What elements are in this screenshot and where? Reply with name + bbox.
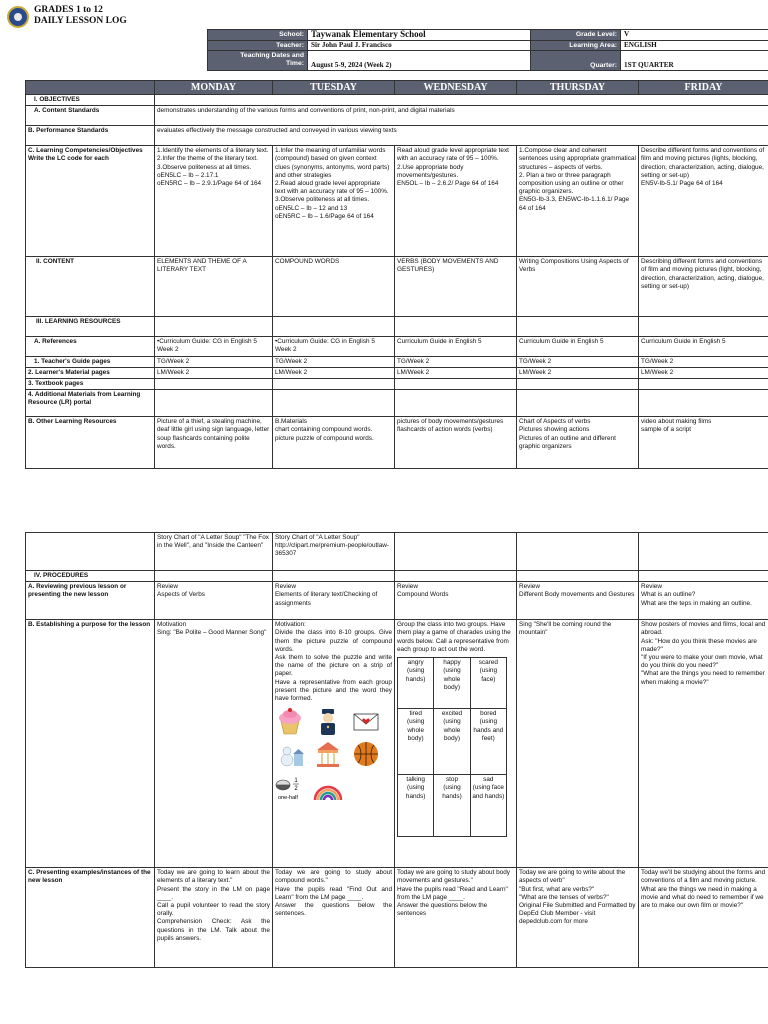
performance-standards-label: B. Performance Standards bbox=[26, 126, 155, 146]
teacher-label: Teacher: bbox=[208, 40, 308, 51]
charade-happy: happy (using whole body) bbox=[434, 658, 470, 709]
other-cont-wednesday bbox=[395, 533, 517, 571]
carousel-picture-icon bbox=[313, 740, 343, 768]
review-tuesday: Review Elements of literary text/Checking of assignments bbox=[273, 582, 395, 620]
presenting-monday: Today we are going to learn about the elements of a literary text." Present the story in the LM on page ____. Call a pupil volunteer to read the story orally. Comprehension Check: Ask the questions in the LM. Talk about the pupils answers. bbox=[155, 868, 273, 968]
proc-thu bbox=[517, 571, 639, 582]
performance-standards: evaluates effectively the message constructed and conveyed in various viewing texts bbox=[155, 126, 768, 146]
resources-empty-wed bbox=[395, 317, 517, 337]
competency-thursday: 1.Compose clear and coherent sentences using appropriate grammatical structures – aspects of verbs. 2. Plan a two or three paragraph composition using an outline or other graphic organizers. EN5G-Ib-3.3, EN5WC-Ib-1.1.6.1/ Page 64 of 164 bbox=[517, 146, 639, 257]
references-tuesday: •Curriculum Guide: CG in English 5 Week 2 bbox=[273, 337, 395, 356]
proc-fri bbox=[639, 571, 768, 582]
other-monday: Picture of a thief, a stealing machine, deaf little girl using sign language, letter soup flashcards containing polite words. bbox=[155, 417, 273, 469]
am-wed bbox=[395, 390, 517, 417]
am-thu bbox=[517, 390, 639, 417]
additional-materials-label: 4. Additional Materials from Learning Resource (LR) portal bbox=[26, 390, 155, 417]
am-fri bbox=[639, 390, 768, 417]
purpose-label: B. Establishing a purpose for the lesson bbox=[26, 620, 155, 868]
charade-bored: bored (using hands and feet) bbox=[470, 709, 506, 775]
envelope-heart-picture-icon bbox=[351, 707, 381, 735]
reviewing-label: A. Reviewing previous lesson or presenting the new lesson bbox=[26, 582, 155, 620]
content-wednesday: VERBS (BODY MOVEMENTS AND GESTURES) bbox=[395, 257, 517, 317]
dates-label-line-2: Time: bbox=[285, 59, 304, 67]
objectives-empty bbox=[155, 95, 768, 106]
content-standards: demonstrates understanding of the various forms and conventions of print, non-print, and digital materials bbox=[155, 106, 768, 126]
other-friday: video about making films sample of a script bbox=[639, 417, 768, 469]
references-monday: •Curriculum Guide: CG in English 5 Week 2 bbox=[155, 337, 273, 356]
lm-thursday: LM/Week 2 bbox=[517, 367, 639, 378]
one-half-picture-icon bbox=[275, 773, 305, 801]
content-tuesday: COMPOUND WORDS bbox=[273, 257, 395, 317]
school-label: School: bbox=[208, 30, 308, 41]
am-tue bbox=[273, 390, 395, 417]
proc-wed bbox=[395, 571, 517, 582]
purpose-tuesday bbox=[273, 620, 395, 868]
tg-tuesday: TG/Week 2 bbox=[273, 356, 395, 367]
other-resources-label: B. Other Learning Resources bbox=[26, 417, 155, 469]
references-label: A. References bbox=[26, 337, 155, 356]
tg-wednesday: TG/Week 2 bbox=[395, 356, 517, 367]
tg-thursday: TG/Week 2 bbox=[517, 356, 639, 367]
references-thursday: Curriculum Guide in English 5 bbox=[517, 337, 639, 356]
tb-mon bbox=[155, 379, 273, 390]
day-wednesday: WEDNESDAY bbox=[395, 81, 517, 95]
teachers-guide-label: 1. Teacher's Guide pages bbox=[26, 356, 155, 367]
tg-monday: TG/Week 2 bbox=[155, 356, 273, 367]
resources-empty-mon bbox=[155, 317, 273, 337]
policeman-picture-icon bbox=[313, 707, 343, 735]
day-thursday: THURSDAY bbox=[517, 81, 639, 95]
purpose-tuesday-text: Motivation: Divide the class into 8-10 groups. Give them the picture puzzle of compound words. Ask them to solve the puzzle and write the name of the picture on a strip of paper. Have a representative from each group present the picture and the word they have formed. bbox=[275, 621, 392, 703]
title-line-1: GRADES 1 to 12 bbox=[34, 5, 103, 15]
day-tuesday: TUESDAY bbox=[273, 81, 395, 95]
learning-resources-label: III. LEARNING RESOURCES bbox=[26, 317, 155, 337]
teacher-name: Sir John Paul J. Francisco bbox=[308, 40, 531, 51]
presenting-wednesday: Today we are going to study about body movements and gestures." Have the pupils read "Read and Learn" from the LM page ____. Answer the questions below the sentences bbox=[395, 868, 517, 968]
grade-level-label: Grade Level: bbox=[531, 30, 621, 41]
charade-angry: angry (using hands) bbox=[398, 658, 434, 709]
purpose-monday: Motivation Sing: "Be Polite – Good Manner Song" bbox=[155, 620, 273, 868]
tb-tue bbox=[273, 379, 395, 390]
basketball-picture-icon bbox=[351, 740, 381, 768]
content-thursday: Writing Compositions Using Aspects of Verbs bbox=[517, 257, 639, 317]
charade-scared: scared (using face) bbox=[470, 658, 506, 709]
charade-stop: stop (using hands) bbox=[434, 775, 470, 837]
tb-fri bbox=[639, 379, 768, 390]
lm-friday: LM/Week 2 bbox=[639, 367, 768, 378]
presenting-thursday: Today we are going to write about the aspects of verb" "But first, what are verbs?" "What are the tenses of verbs?" Original File Submitted and Formatted by DepEd Club Member - visit depedclub.com for more bbox=[517, 868, 639, 968]
other-cont-tuesday: Story Chart of "A Letter Soup" http://clipart.me/premium-people/outlaw-365307 bbox=[273, 533, 395, 571]
cupcake-picture-icon bbox=[275, 707, 305, 735]
quarter-label: Quarter: bbox=[531, 51, 621, 71]
competency-monday: 1.Identify the elements of a literary text. 2.Infer the theme of the literary text. 3.Observe politeness at all times. oEN5LC – Ib – 2.17.1 oEN5RC – Ib – 2.9.1/Page 64 of 164 bbox=[155, 146, 273, 257]
one-half-caption: one-half bbox=[278, 795, 298, 802]
learning-area-label: Learning Area: bbox=[531, 40, 621, 51]
review-monday: Review Aspects of Verbs bbox=[155, 582, 273, 620]
compound-word-pictures bbox=[275, 707, 385, 801]
snowman-house-picture-icon bbox=[275, 740, 305, 768]
purpose-wednesday-text: Group the class into two groups. Have them play a game of charades using the words below. Call a representative from each group to act out the word. bbox=[397, 621, 511, 653]
presenting-tuesday: Today we are going to study about compound words." Have the pupils read "Find Out and Learn" from the LM page ____. Answer the questions below the sentences. bbox=[273, 868, 395, 968]
svg-text:1: 1 bbox=[294, 778, 298, 785]
objectives-heading: I. OBJECTIVES bbox=[26, 95, 155, 106]
content-friday: Describing different forms and conventions of film and moving pictures (light, blocking, direction, characterization, acting, dialogue, setting or set-up) bbox=[639, 257, 768, 317]
learning-area: ENGLISH bbox=[621, 40, 768, 51]
form-title bbox=[34, 5, 127, 27]
resources-empty-thu bbox=[517, 317, 639, 337]
header-info bbox=[207, 29, 768, 71]
other-cont-friday bbox=[639, 533, 768, 571]
teaching-dates: August 5-9, 2024 (Week 2) bbox=[308, 51, 531, 71]
presenting-label: C. Presenting examples/instances of the new lesson bbox=[26, 868, 155, 968]
lm-wednesday: LM/Week 2 bbox=[395, 367, 517, 378]
charade-talking: talking (using hands) bbox=[398, 775, 434, 837]
lesson-log-table-1 bbox=[25, 80, 768, 469]
tb-wed bbox=[395, 379, 517, 390]
references-friday: Curriculum Guide in English 5 bbox=[639, 337, 768, 356]
competencies-label: C. Learning Competencies/Objectives Write the LC code for each bbox=[26, 146, 155, 257]
other-wednesday: pictures of body movements/gestures flashcards of action words (verbs) bbox=[395, 417, 517, 469]
content-standards-label: A. Content Standards bbox=[26, 106, 155, 126]
rainbow-picture-icon bbox=[313, 773, 343, 801]
tg-friday: TG/Week 2 bbox=[639, 356, 768, 367]
content-label: II. CONTENT bbox=[26, 257, 155, 317]
other-thursday: Chart of Aspects of verbs Pictures showing actions Pictures of an outline and different graphic organizers bbox=[517, 417, 639, 469]
svg-text:2: 2 bbox=[294, 786, 298, 793]
lesson-log-table-2 bbox=[25, 532, 768, 968]
charades-table bbox=[397, 657, 507, 837]
resources-empty-tue bbox=[273, 317, 395, 337]
textbook-label: 3. Textbook pages bbox=[26, 379, 155, 390]
day-monday: MONDAY bbox=[155, 81, 273, 95]
grade-level: V bbox=[621, 30, 768, 41]
purpose-thursday: Sing "She'll be coming round the mountain" bbox=[517, 620, 639, 868]
dates-label bbox=[208, 51, 308, 71]
days-corner bbox=[26, 81, 155, 95]
lm-monday: LM/Week 2 bbox=[155, 367, 273, 378]
charade-excited: excited (using whole body) bbox=[434, 709, 470, 775]
quarter: 1ST QUARTER bbox=[621, 51, 768, 71]
title-line-2: DAILY LESSON LOG bbox=[34, 16, 127, 26]
tb-thu bbox=[517, 379, 639, 390]
other-cont-monday: Story Chart of "A Letter Soup" "The Fox in the Well", and "Inside the Canteen" bbox=[155, 533, 273, 571]
review-wednesday: Review Compound Words bbox=[395, 582, 517, 620]
learners-material-label: 2. Learner's Material pages bbox=[26, 367, 155, 378]
charade-sad: sad (using face and hands) bbox=[470, 775, 506, 837]
competency-tuesday: 1.Infer the meaning of unfamiliar words (compound) based on given context clues (synonyms, antonyms, word parts) and other strategies 2.Read aloud grade level appropriate text with an accuracy rate of 95 – 100%. 3.Observe politeness at all times. oEN5LC – Ib – 12 and 13 oEN5RC – Ib – 1.6/Page 64 of 164 bbox=[273, 146, 395, 257]
competency-wednesday: Read aloud grade level appropriate text with an accuracy rate of 95 – 100%. 2.Use appropriate body movements/gestures. EN5OL – Ib – 2.6.2/ Page 64 of 164 bbox=[395, 146, 517, 257]
competency-friday: Describe different forms and conventions of film and moving pictures (lights, blocking, direction, characterization, acting, dialogue, setting or set-up) EN5V-Ib-5.1/ Page 64 of 164 bbox=[639, 146, 768, 257]
references-wednesday: Curriculum Guide in English 5 bbox=[395, 337, 517, 356]
lm-tuesday: LM/Week 2 bbox=[273, 367, 395, 378]
presenting-friday: Today we'll be studying about the forms and conventions of a film and moving picture. What are the things we need in making a movie and what do need to remember if we are to make our own film or movie?" bbox=[639, 868, 768, 968]
deped-seal-logo bbox=[7, 6, 29, 28]
purpose-friday: Show posters of movies and films, local and abroad. Ask: "How do you think these movies are made?" "If you were to make your own movie, what do you think do you need?" "What are the things you need to remember when making a movie?" bbox=[639, 620, 768, 868]
charade-tired: tired (using whole body) bbox=[398, 709, 434, 775]
other-cont-thursday bbox=[517, 533, 639, 571]
am-mon bbox=[155, 390, 273, 417]
purpose-wednesday bbox=[395, 620, 517, 868]
proc-mon bbox=[155, 571, 273, 582]
other-cont-label bbox=[26, 533, 155, 571]
content-monday: ELEMENTS AND THEME OF A LITERARY TEXT bbox=[155, 257, 273, 317]
resources-empty-fri bbox=[639, 317, 768, 337]
dates-label-line-1: Teaching Dates and bbox=[240, 52, 304, 59]
school-name: Taywanak Elementary School bbox=[308, 30, 531, 41]
review-friday: Review What is an outline? What are the teps in making an outline. bbox=[639, 582, 768, 620]
proc-tue bbox=[273, 571, 395, 582]
procedures-label: IV. PROCEDURES bbox=[26, 571, 155, 582]
review-thursday: Review Different Body movements and Gestures bbox=[517, 582, 639, 620]
other-tuesday: B.Materials chart containing compound words. picture puzzle of compound words. bbox=[273, 417, 395, 469]
day-friday: FRIDAY bbox=[639, 81, 768, 95]
